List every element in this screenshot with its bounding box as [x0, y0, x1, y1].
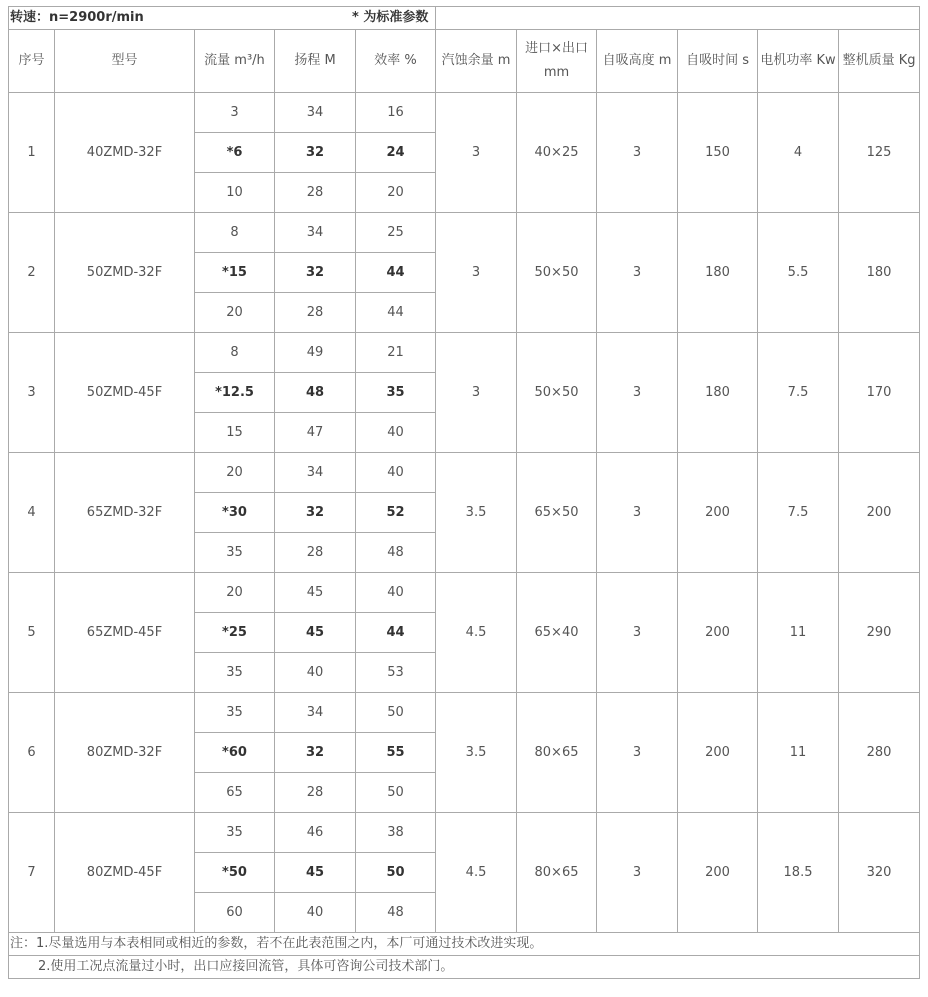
header-suction-time: 自吸时间 s	[678, 30, 758, 93]
row-npsh: 3	[436, 333, 517, 453]
row-point-flow: 35	[195, 533, 275, 573]
header-head: 扬程 M	[275, 30, 356, 93]
row-point-eff: 53	[356, 653, 436, 693]
row-point-head: 45	[275, 573, 356, 613]
row-point-head: 40	[275, 653, 356, 693]
table-row	[9, 93, 920, 133]
header-motor-power: 电机功率 Kw	[758, 30, 839, 93]
row-point-eff: 40	[356, 413, 436, 453]
row-point-head: 45	[275, 613, 356, 653]
row-suction-time: 150	[678, 93, 758, 213]
row-npsh: 3	[436, 213, 517, 333]
row-index: 2	[9, 213, 55, 333]
row-motor-power: 4	[758, 93, 839, 213]
row-port: 80×65	[517, 693, 597, 813]
row-point-eff: 48	[356, 893, 436, 933]
row-suction-height: 3	[597, 693, 678, 813]
header-efficiency: 效率 %	[356, 30, 436, 93]
row-point-head: 32	[275, 133, 356, 173]
row-point-eff: 16	[356, 93, 436, 133]
row-mass: 180	[839, 213, 920, 333]
row-model: 65ZMD-32F	[55, 453, 195, 573]
table-row	[9, 693, 920, 733]
row-point-eff: 21	[356, 333, 436, 373]
row-point-flow: 8	[195, 333, 275, 373]
row-suction-height: 3	[597, 93, 678, 213]
row-point-flow: *12.5	[195, 373, 275, 413]
row-npsh: 4.5	[436, 573, 517, 693]
row-point-eff: 40	[356, 453, 436, 493]
row-point-flow: *15	[195, 253, 275, 293]
row-point-flow: 35	[195, 653, 275, 693]
row-point-head: 40	[275, 893, 356, 933]
row-mass: 280	[839, 693, 920, 813]
row-point-head: 47	[275, 413, 356, 453]
table-row	[9, 573, 920, 613]
row-point-head: 32	[275, 733, 356, 773]
row-mass: 170	[839, 333, 920, 453]
footnote-2: 2.使用工况点流量过小时，出口应接回流管，具体可咨询公司技术部门。	[9, 956, 920, 979]
row-point-flow: *60	[195, 733, 275, 773]
row-motor-power: 5.5	[758, 213, 839, 333]
row-port: 50×50	[517, 333, 597, 453]
row-point-eff: 55	[356, 733, 436, 773]
row-npsh: 4.5	[436, 813, 517, 933]
row-point-head: 32	[275, 493, 356, 533]
row-point-flow: *50	[195, 853, 275, 893]
header-port: 进口×出口mm	[517, 30, 597, 93]
row-point-flow: 35	[195, 813, 275, 853]
row-point-flow: 10	[195, 173, 275, 213]
row-suction-height: 3	[597, 453, 678, 573]
row-suction-time: 200	[678, 813, 758, 933]
row-suction-height: 3	[597, 213, 678, 333]
row-point-flow: 65	[195, 773, 275, 813]
row-point-eff: 44	[356, 293, 436, 333]
row-point-eff: 48	[356, 533, 436, 573]
header-mass: 整机质量 Kg	[839, 30, 920, 93]
row-motor-power: 11	[758, 693, 839, 813]
row-point-eff: 38	[356, 813, 436, 853]
row-point-flow: 20	[195, 573, 275, 613]
row-point-eff: 44	[356, 613, 436, 653]
row-npsh: 3.5	[436, 693, 517, 813]
row-mass: 320	[839, 813, 920, 933]
row-mass: 200	[839, 453, 920, 573]
pump-spec-table	[8, 6, 920, 979]
row-index: 1	[9, 93, 55, 213]
row-point-flow: *6	[195, 133, 275, 173]
row-motor-power: 18.5	[758, 813, 839, 933]
row-port: 65×40	[517, 573, 597, 693]
row-motor-power: 7.5	[758, 333, 839, 453]
row-point-head: 28	[275, 293, 356, 333]
row-suction-height: 3	[597, 813, 678, 933]
row-port: 40×25	[517, 93, 597, 213]
row-port: 80×65	[517, 813, 597, 933]
row-point-eff: 25	[356, 213, 436, 253]
row-suction-time: 200	[678, 693, 758, 813]
row-point-flow: 60	[195, 893, 275, 933]
row-point-flow: 20	[195, 293, 275, 333]
row-mass: 125	[839, 93, 920, 213]
row-motor-power: 7.5	[758, 453, 839, 573]
row-suction-time: 200	[678, 453, 758, 573]
row-point-eff: 40	[356, 573, 436, 613]
header-npsh: 汽蚀余量 m	[436, 30, 517, 93]
row-point-head: 28	[275, 533, 356, 573]
row-model: 50ZMD-32F	[55, 213, 195, 333]
row-point-flow: 8	[195, 213, 275, 253]
row-point-eff: 50	[356, 773, 436, 813]
header-index: 序号	[9, 30, 55, 93]
header-model: 型号	[55, 30, 195, 93]
table-row	[9, 453, 920, 493]
row-point-eff: 50	[356, 853, 436, 893]
row-point-eff: 20	[356, 173, 436, 213]
row-index: 6	[9, 693, 55, 813]
row-point-head: 48	[275, 373, 356, 413]
table-row	[9, 813, 920, 853]
row-suction-time: 200	[678, 573, 758, 693]
row-suction-time: 180	[678, 333, 758, 453]
row-point-flow: *25	[195, 613, 275, 653]
row-npsh: 3	[436, 93, 517, 213]
row-point-flow: 15	[195, 413, 275, 453]
row-port: 50×50	[517, 213, 597, 333]
row-point-head: 34	[275, 693, 356, 733]
row-point-head: 46	[275, 813, 356, 853]
row-model: 80ZMD-32F	[55, 693, 195, 813]
row-point-eff: 44	[356, 253, 436, 293]
footnote-1: 注：1.尽量选用与本表相同或相近的参数，若不在此表范围之内，本厂可通过技术改进实现。	[9, 933, 920, 956]
row-point-head: 34	[275, 93, 356, 133]
row-motor-power: 11	[758, 573, 839, 693]
table-row	[9, 333, 920, 373]
row-point-eff: 24	[356, 133, 436, 173]
row-point-flow: *30	[195, 493, 275, 533]
row-suction-height: 3	[597, 573, 678, 693]
row-npsh: 3.5	[436, 453, 517, 573]
row-point-flow: 35	[195, 693, 275, 733]
row-index: 4	[9, 453, 55, 573]
standard-param-note: * 为标准参数	[436, 7, 920, 30]
row-model: 65ZMD-45F	[55, 573, 195, 693]
row-point-head: 34	[275, 453, 356, 493]
row-point-eff: 50	[356, 693, 436, 733]
row-point-flow: 3	[195, 93, 275, 133]
row-mass: 290	[839, 573, 920, 693]
row-point-head: 49	[275, 333, 356, 373]
row-model: 40ZMD-32F	[55, 93, 195, 213]
row-model: 50ZMD-45F	[55, 333, 195, 453]
header-row	[9, 30, 920, 93]
row-model: 80ZMD-45F	[55, 813, 195, 933]
row-point-head: 32	[275, 253, 356, 293]
table-row	[9, 213, 920, 253]
row-point-flow: 20	[195, 453, 275, 493]
row-index: 5	[9, 573, 55, 693]
row-point-head: 28	[275, 173, 356, 213]
row-suction-time: 180	[678, 213, 758, 333]
row-index: 7	[9, 813, 55, 933]
row-suction-height: 3	[597, 333, 678, 453]
row-point-head: 45	[275, 853, 356, 893]
row-point-eff: 35	[356, 373, 436, 413]
header-flow: 流量 m³/h	[195, 30, 275, 93]
row-port: 65×50	[517, 453, 597, 573]
row-point-eff: 52	[356, 493, 436, 533]
row-point-head: 28	[275, 773, 356, 813]
row-point-head: 34	[275, 213, 356, 253]
header-suction-height: 自吸高度 m	[597, 30, 678, 93]
speed-label: 转速：n=2900r/min	[9, 7, 436, 30]
row-index: 3	[9, 333, 55, 453]
